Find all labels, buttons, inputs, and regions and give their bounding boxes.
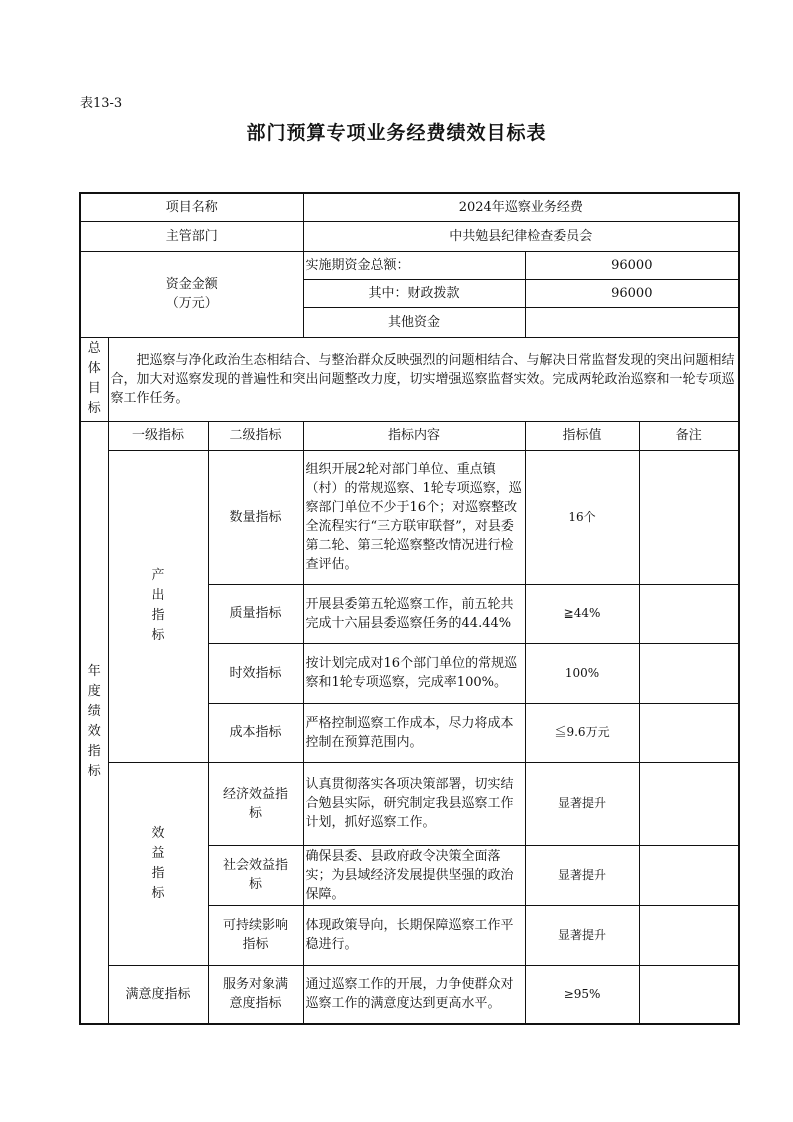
table-row xyxy=(80,965,739,1024)
project-name-value: 2024年巡察业务经费 xyxy=(303,193,739,221)
indicator-value: 100% xyxy=(525,643,639,703)
indicator-note xyxy=(639,965,739,1024)
indicator-note xyxy=(639,703,739,762)
indicator-content: 通过巡察工作的开展，力争使群众对巡察工作的满意度达到更高水平。 xyxy=(303,965,525,1024)
level2-indicator: 数量指标 xyxy=(208,450,303,584)
project-name-label: 项目名称 xyxy=(80,193,303,221)
level2-indicator: 经济效益指标 xyxy=(208,762,303,845)
column-header: 备注 xyxy=(639,421,739,450)
column-header: 一级指标 xyxy=(108,421,208,450)
indicator-header-row xyxy=(80,421,739,450)
level1-indicator xyxy=(108,762,208,965)
indicator-content: 严格控制巡察工作成本，尽力将成本控制在预算范围内。 xyxy=(303,703,525,762)
level2-indicator: 成本指标 xyxy=(208,703,303,762)
table-number: 表13-3 xyxy=(80,96,123,111)
goal-row xyxy=(80,337,739,421)
fiscal-value: 96000 xyxy=(525,279,739,307)
goal-label-text: 总体目标 xyxy=(87,341,101,416)
dept-row xyxy=(80,221,739,251)
indicator-content: 开展县委第五轮巡察工作，前五轮共完成十六届县委巡察任务的44.44% xyxy=(303,584,525,643)
column-header: 二级指标 xyxy=(208,421,303,450)
indicator-content: 认真贯彻落实各项决策部署，切实结合勉县实际，研究制定我县巡察工作计划，抓好巡察工作。 xyxy=(303,762,525,845)
dept-value: 中共勉县纪律检查委员会 xyxy=(303,221,739,251)
table-row xyxy=(80,450,739,584)
indicator-value: 显著提升 xyxy=(525,845,639,905)
indicator-content: 组织开展2轮对部门单位、重点镇（村）的常规巡察、1轮专项巡察，巡察部门单位不少于16个；对巡察整改全流程实行“三方联审联督”，对县委第二轮、第三轮巡察整改情况进行检查评估。 xyxy=(303,450,525,584)
dept-label: 主管部门 xyxy=(80,221,303,251)
funds-label xyxy=(80,251,303,337)
total-label: 实施期资金总额： xyxy=(303,251,525,279)
level1-indicator-text: 满意度指标 xyxy=(125,986,191,1002)
level1-indicator-text: 产出指标 xyxy=(151,568,165,643)
indicator-value: ≧44% xyxy=(525,584,639,643)
goal-label xyxy=(80,337,108,421)
level1-indicator-text: 效益指标 xyxy=(151,825,165,901)
section-label xyxy=(80,421,108,1024)
level2-indicator: 服务对象满意度指标 xyxy=(208,965,303,1024)
level2-indicator: 质量指标 xyxy=(208,584,303,643)
goal-text xyxy=(108,337,739,421)
indicator-value: ≦9.6万元 xyxy=(525,703,639,762)
project-name-row xyxy=(80,193,739,221)
total-value: 96000 xyxy=(525,251,739,279)
indicator-content: 体现政策导向，长期保障巡察工作平稳进行。 xyxy=(303,905,525,965)
level1-indicator xyxy=(108,965,208,1024)
funds-unit: （万元） xyxy=(165,296,218,311)
section-label-text: 年度绩效指标 xyxy=(87,664,101,780)
indicator-content: 按计划完成对16个部门单位的常规巡察和1轮专项巡察，完成率100%。 xyxy=(303,643,525,703)
level2-indicator: 社会效益指标 xyxy=(208,845,303,905)
performance-table xyxy=(79,192,740,1025)
indicator-value: ≥95% xyxy=(525,965,639,1024)
goal-text-content: 把巡察与净化政治生态相结合、与整治群众反映强烈的问题相结合、与解决日常监督发现的突出问题相结合，加大对巡察发现的普遍性和突出问题整改力度，切实增强巡察监督实效。完成两轮政治巡察和一轮专项巡察工作任务。 xyxy=(110,352,735,406)
table-row xyxy=(80,762,739,845)
other-label: 其他资金 xyxy=(303,307,525,337)
indicator-note xyxy=(639,584,739,643)
indicator-note xyxy=(639,905,739,965)
indicator-note xyxy=(639,845,739,905)
other-value xyxy=(525,307,739,337)
level2-indicator: 可持续影响指标 xyxy=(208,905,303,965)
indicator-value: 显著提升 xyxy=(525,905,639,965)
indicator-value: 16个 xyxy=(525,450,639,584)
indicator-note xyxy=(639,450,739,584)
funds-total-row xyxy=(80,251,739,279)
page-title: 部门预算专项业务经费绩效目标表 xyxy=(246,122,547,144)
indicator-note xyxy=(639,762,739,845)
column-header: 指标值 xyxy=(525,421,639,450)
level2-indicator: 时效指标 xyxy=(208,643,303,703)
level1-indicator xyxy=(108,450,208,762)
indicator-content: 确保县委、县政府政令决策全面落实；为县域经济发展提供坚强的政治保障。 xyxy=(303,845,525,905)
indicator-value: 显著提升 xyxy=(525,762,639,845)
funds-label-text: 资金金额 xyxy=(165,277,218,292)
fiscal-label: 其中：财政拨款 xyxy=(303,279,525,307)
column-header: 指标内容 xyxy=(303,421,525,450)
indicator-note xyxy=(639,643,739,703)
